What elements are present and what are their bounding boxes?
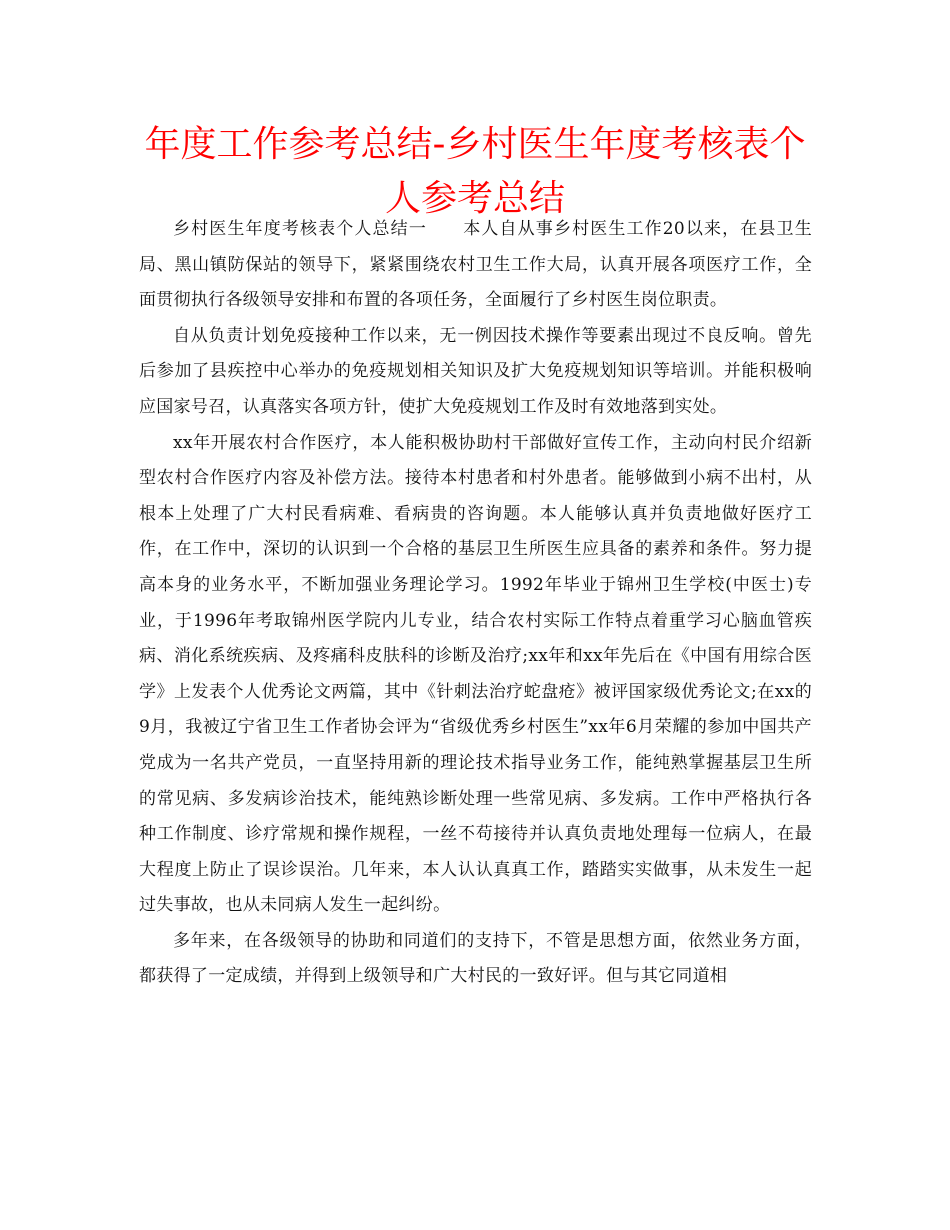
paragraph-4: 多年来，在各级领导的协助和同道们的支持下，不管是思想方面，依然业务方面，都获得了一定成绩，并得到上级领导和广大村民的一致好评。但与其它同道相 <box>139 930 812 987</box>
document-body <box>139 212 812 995</box>
document-title: 年度工作参考总结-乡村医生年度考核表个人参考总结 <box>144 124 806 219</box>
paragraph-3: xx年开展农村合作医疗，本人能积极协助村干部做好宣传工作，主动向村民介绍新型农村合作医疗内容及补偿方法。接待本村患者和村外患者。能够做到小病不出村，从根本上处理了广大村民看病难、看病贵的咨询题。本人能够认真并负责地做好医疗工作，在工作中，深切的认识到一个合格的基层卫生所医生应具备的素养和条件。努力提高本身的业务水平，不断加强业务理论学习。1992年毕业于锦州卫生学校(中医士)专业，于1996年考取锦州医学院内儿专业，结合农村实际工作特点着重学习心脑血管疾病、消化系统疾病、及疼痛科皮肤科的诊断及治疗;xx年和xx年先后在《中国有用综合医学》上发表个人优秀论文两篇，其中《针刺法治疗蛇盘疮》被评国家级优秀论文;在xx的9月，我被辽宁省卫生工作者协会评为“省级优秀乡村医生”xx年6月荣耀的参加中国共产党成为一名共产党员，一直坚持用新的理论技术指导业务工作，能纯熟掌握基层卫生所的常见病、多发病诊治技术，能纯熟诊断处理一些常见病、多发病。工作中严格执行各种工作制度、诊疗常规和操作规程，一丝不苟接待并认真负责地处理每一位病人，在最大程度上防止了误诊误治。几年来，本人认认真真工作，踏踏实实做事，从未发生一起过失事故，也从未同病人发生一起纠纷。 <box>139 432 812 916</box>
paragraph-2: 自从负责计划免疫接种工作以来，无一例因技术操作等要素出现过不良反响。曾先后参加了县疾控中心举办的免疫规划相关知识及扩大免疫规划知识等培训。并能积极响应国家号召，认真落实各项方针，使扩大免疫规划工作及时有效地落到实处。 <box>139 325 812 417</box>
paragraph-1: 乡村医生年度考核表个人总结一 本人自从事乡村医生工作20以来，在县卫生局、黑山镇防保站的领导下，紧紧围绕农村卫生工作大局，认真开展各项医疗工作，全面贯彻执行各级领导安排和布置的各项任务，全面履行了乡村医生岗位职责。 <box>139 219 812 311</box>
